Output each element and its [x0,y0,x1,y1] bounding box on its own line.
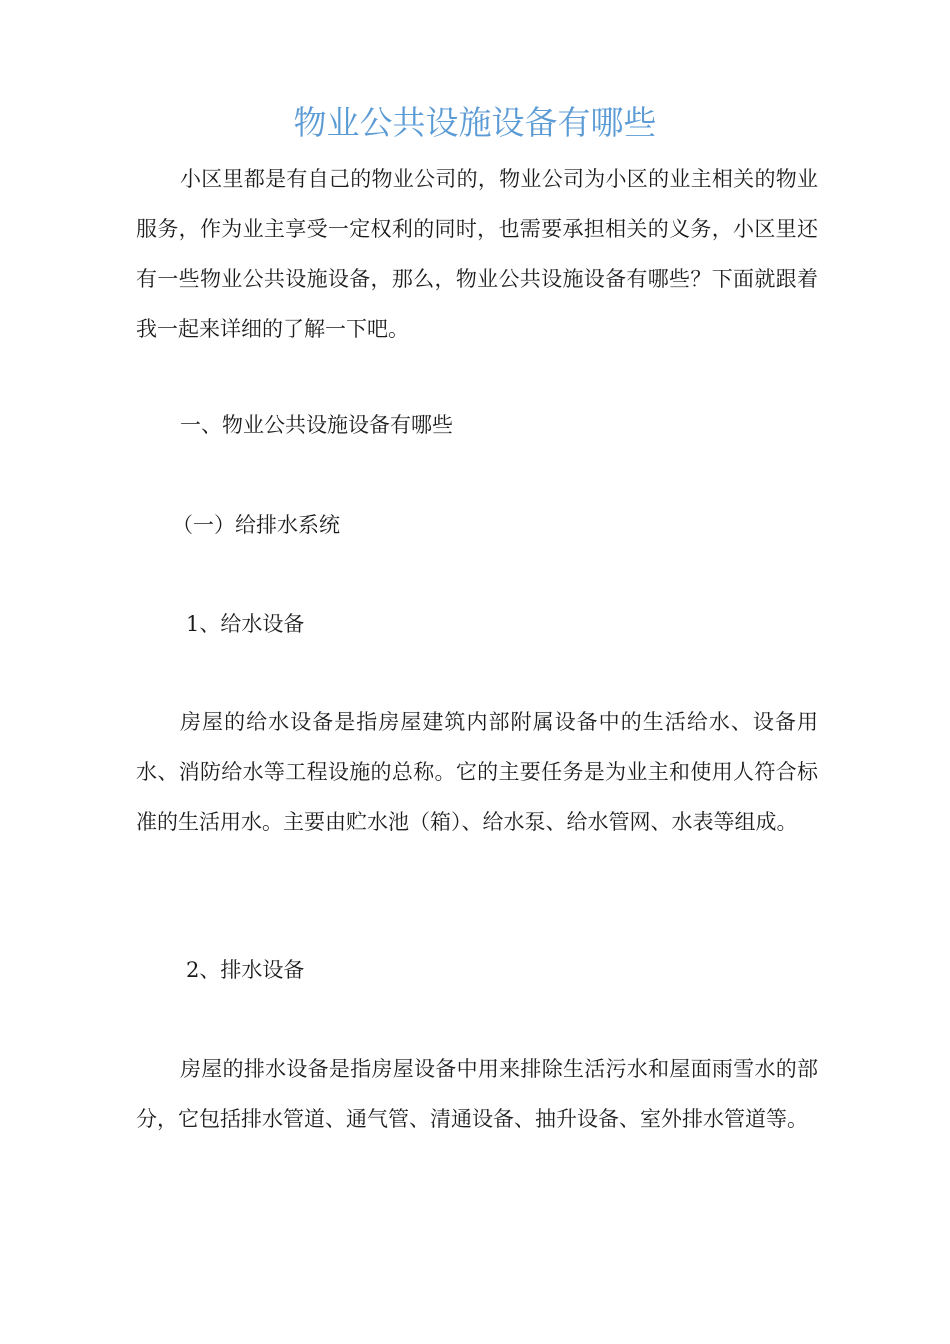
item-heading-drainage: 2、排水设备 [186,958,305,982]
subsection-heading: （一）给排水系统 [172,513,340,537]
water-supply-paragraph: 房屋的给水设备是指房屋建筑内部附属设备中的生活给水、设备用水、消防给水等工程设施的总称。它的主要任务是为业主和使用人符合标准的生活用水。主要由贮水池（箱）、给水泵、给水管网、水表等组成。 [136,710,818,834]
drainage-paragraph: 房屋的排水设备是指房屋设备中用来排除生活污水和屋面雨雪水的部分，它包括排水管道、通气管、清通设备、抽升设备、室外排水管道等。 [136,1057,818,1131]
intro-paragraph: 小区里都是有自己的物业公司的，物业公司为小区的业主相关的物业服务，作为业主享受一定权利的同时，也需要承担相关的义务，小区里还有一些物业公共设施设备，那么，物业公共设施设备有哪些？下面就跟着我一起来详细的了解一下吧。 [136,167,818,341]
section-heading: 一、物业公共设施设备有哪些 [180,413,453,437]
item-heading-water-supply: 1、给水设备 [186,612,305,636]
document-title: 物业公共设施设备有哪些 [293,103,657,142]
